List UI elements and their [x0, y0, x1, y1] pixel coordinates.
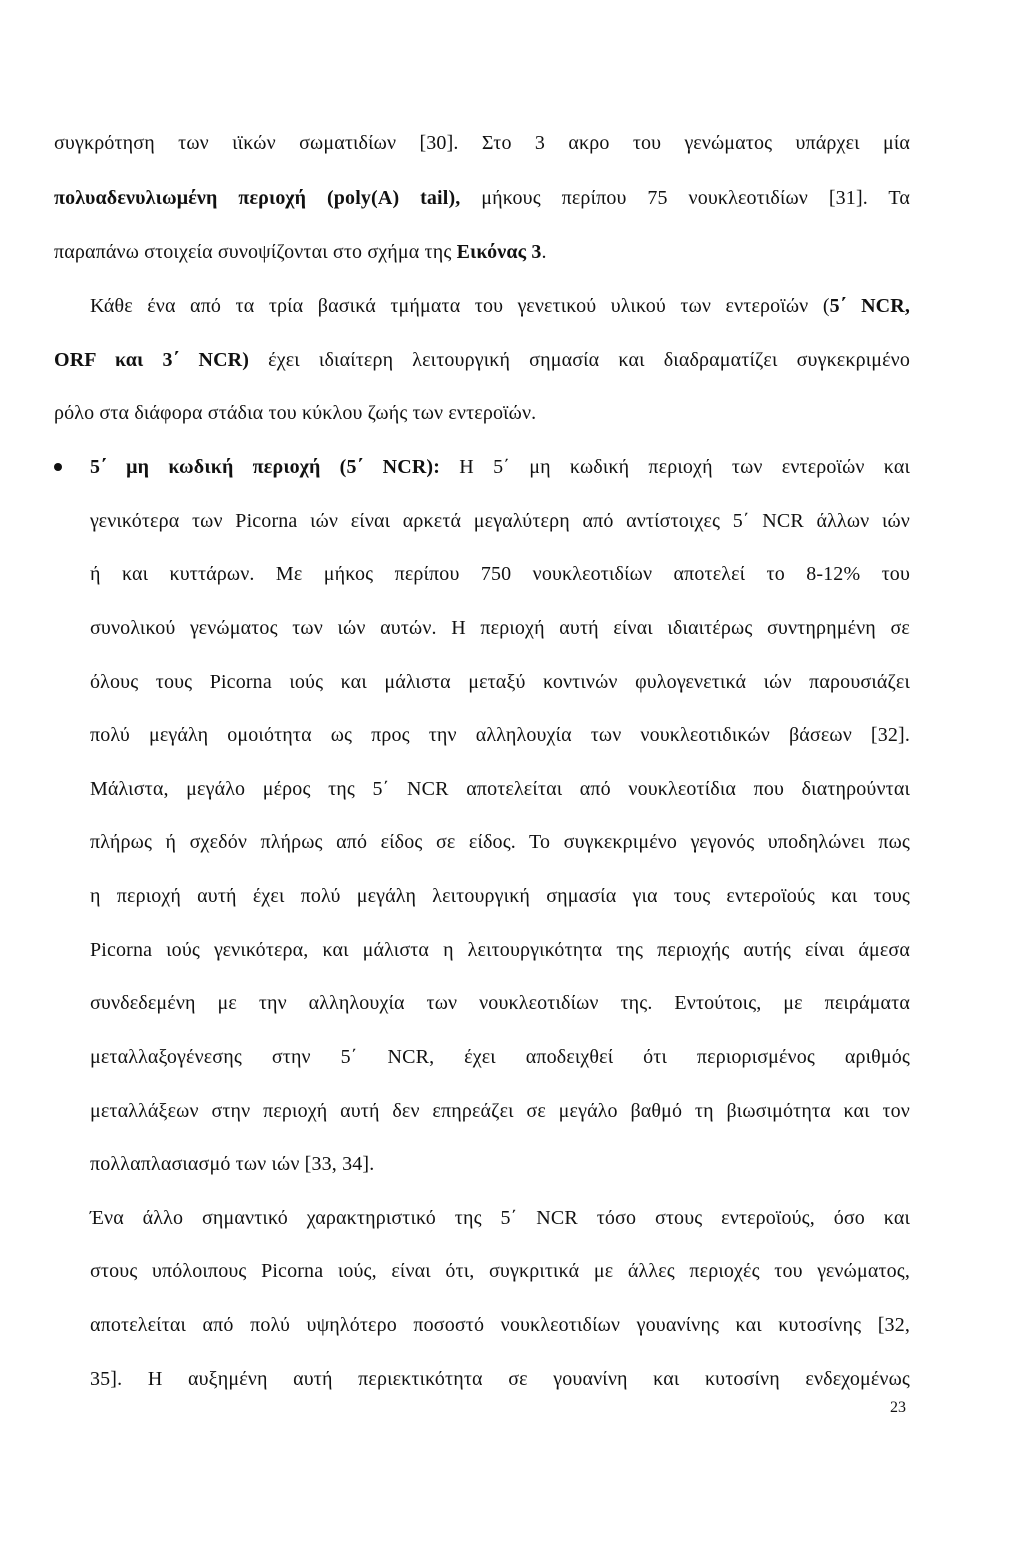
text-span: αποτελείται από πολύ υψηλότερο ποσοστό νουκλεοτιδίων γουανίνης και κυτοσίνης [32,	[90, 1314, 910, 1336]
text-span: πλήρως ή σχεδόν πλήρως από είδος σε είδος. Το συγκεκριμένο γεγονός υποδηλώνει πως	[90, 831, 910, 853]
text-line	[54, 400, 910, 426]
bullet-heading: 5΄ μη κωδική περιοχή (5΄ NCR):	[90, 456, 441, 478]
text-span: πολλαπλασιασμό των ιών [33, 34].	[90, 1153, 375, 1175]
text-span: Picorna ιούς γενικότερα, και μάλιστα η λειτουργικότητα της περιοχής αυτής είναι άμεσα	[90, 939, 910, 961]
text-span: ή και κυττάρων. Με μήκος περίπου 750 νουκλεοτιδίων αποτελεί το 8-12% του	[90, 563, 910, 585]
text-line	[90, 883, 910, 909]
text-span: έχει ιδιαίτερη λειτουργική σημασία και διαδραματίζει συγκεκριμένο	[249, 349, 910, 371]
text-span: πολύ μεγάλη ομοιότητα ως προς την αλληλουχία των νουκλεοτιδικών βάσεων [32].	[90, 724, 910, 746]
bold-term: ORF και 3΄ NCR)	[54, 349, 250, 371]
text-span: συνολικού γενώματος των ιών αυτών. Η περιοχή αυτή είναι ιδιαιτέρως συντηρημένη σε	[90, 617, 910, 639]
bold-term: 5΄ NCR,	[829, 295, 910, 317]
text-span: η περιοχή αυτή έχει πολύ μεγάλη λειτουργική σημασία για τους εντεροϊούς και τους	[90, 885, 910, 907]
text-span: όλους τους Picorna ιούς και μάλιστα μεταξύ κοντινών φυλογενετικά ιών παρουσιάζει	[90, 671, 910, 693]
bullet-icon	[54, 463, 62, 471]
text-line	[90, 669, 910, 695]
text-line	[90, 829, 910, 855]
text-span: .	[541, 241, 547, 263]
text-span: ρόλο στα διάφορα στάδια του κύκλου ζωής των εντεροϊών.	[54, 402, 537, 424]
text-span: Μάλιστα, μεγάλο μέρος της 5΄ NCR αποτελείται από νουκλεοτίδια που διατηρούνται	[90, 778, 910, 800]
text-line	[90, 454, 910, 480]
text-span: μήκους περίπου 75 νουκλεοτιδίων [31]. Τα	[460, 187, 910, 209]
text-span: παραπάνω στοιχεία συνοψίζονται στο σχήμα της	[54, 241, 457, 263]
text-span: Κάθε ένα από τα τρία βασικά τμήματα του γενετικού υλικού των εντεροϊών (	[90, 295, 830, 317]
text-line	[90, 1044, 910, 1070]
text-line	[90, 990, 910, 1016]
text-line	[54, 185, 910, 211]
text-line	[90, 508, 910, 534]
text-line	[90, 615, 910, 641]
text-line	[90, 1258, 910, 1284]
text-span: μεταλλαξογένεσης στην 5΄ NCR, έχει αποδειχθεί ότι περιορισμένος αριθμός	[90, 1046, 910, 1068]
text-line	[90, 722, 910, 748]
text-span: συνδεδεμένη με την αλληλουχία των νουκλεοτιδίων της. Εντούτοις, με πειράματα	[90, 992, 910, 1014]
text-line	[90, 776, 910, 802]
text-line	[54, 130, 910, 156]
figure-reference: Εικόνας 3	[456, 241, 542, 263]
text-line	[90, 293, 910, 319]
text-line	[90, 937, 910, 963]
text-line	[90, 561, 910, 587]
text-line	[90, 1151, 910, 1177]
text-line	[90, 1312, 910, 1338]
text-line	[90, 1366, 910, 1392]
page-number: 23	[890, 1399, 906, 1416]
text-span: Η 5΄ μη κωδική περιοχή των εντεροϊών και	[440, 456, 910, 478]
text-span: γενικότερα των Picorna ιών είναι αρκετά μεγαλύτερη από αντίστοιχες 5΄ NCR άλλων ιών	[90, 510, 910, 532]
text-line	[90, 1098, 910, 1124]
text-span: στους υπόλοιπους Picorna ιούς, είναι ότι, συγκριτικά με άλλες περιοχές του γενώματος,	[90, 1260, 910, 1282]
text-span: 35]. Η αυξημένη αυτή περιεκτικότητα σε γουανίνη και κυτοσίνη ενδεχομένως	[90, 1368, 910, 1390]
text-line	[54, 239, 910, 265]
bold-term: πολυαδενυλιωμένη περιοχή (poly(A) tail),	[54, 187, 461, 209]
text-span: Ένα άλλο σημαντικό χαρακτηριστικό της 5΄ NCR τόσο στους εντεροϊούς, όσο και	[90, 1207, 910, 1229]
text-line	[54, 347, 910, 373]
text-span: μεταλλάξεων στην περιοχή αυτή δεν επηρεάζει σε μεγάλο βαθμό τη βιωσιμότητα και τον	[90, 1100, 910, 1122]
text-span: συγκρότηση των ιϊκών σωματιδίων [30]. Στο 3 ακρο του γενώματος υπάρχει μία	[54, 132, 910, 154]
text-line	[90, 1205, 910, 1231]
